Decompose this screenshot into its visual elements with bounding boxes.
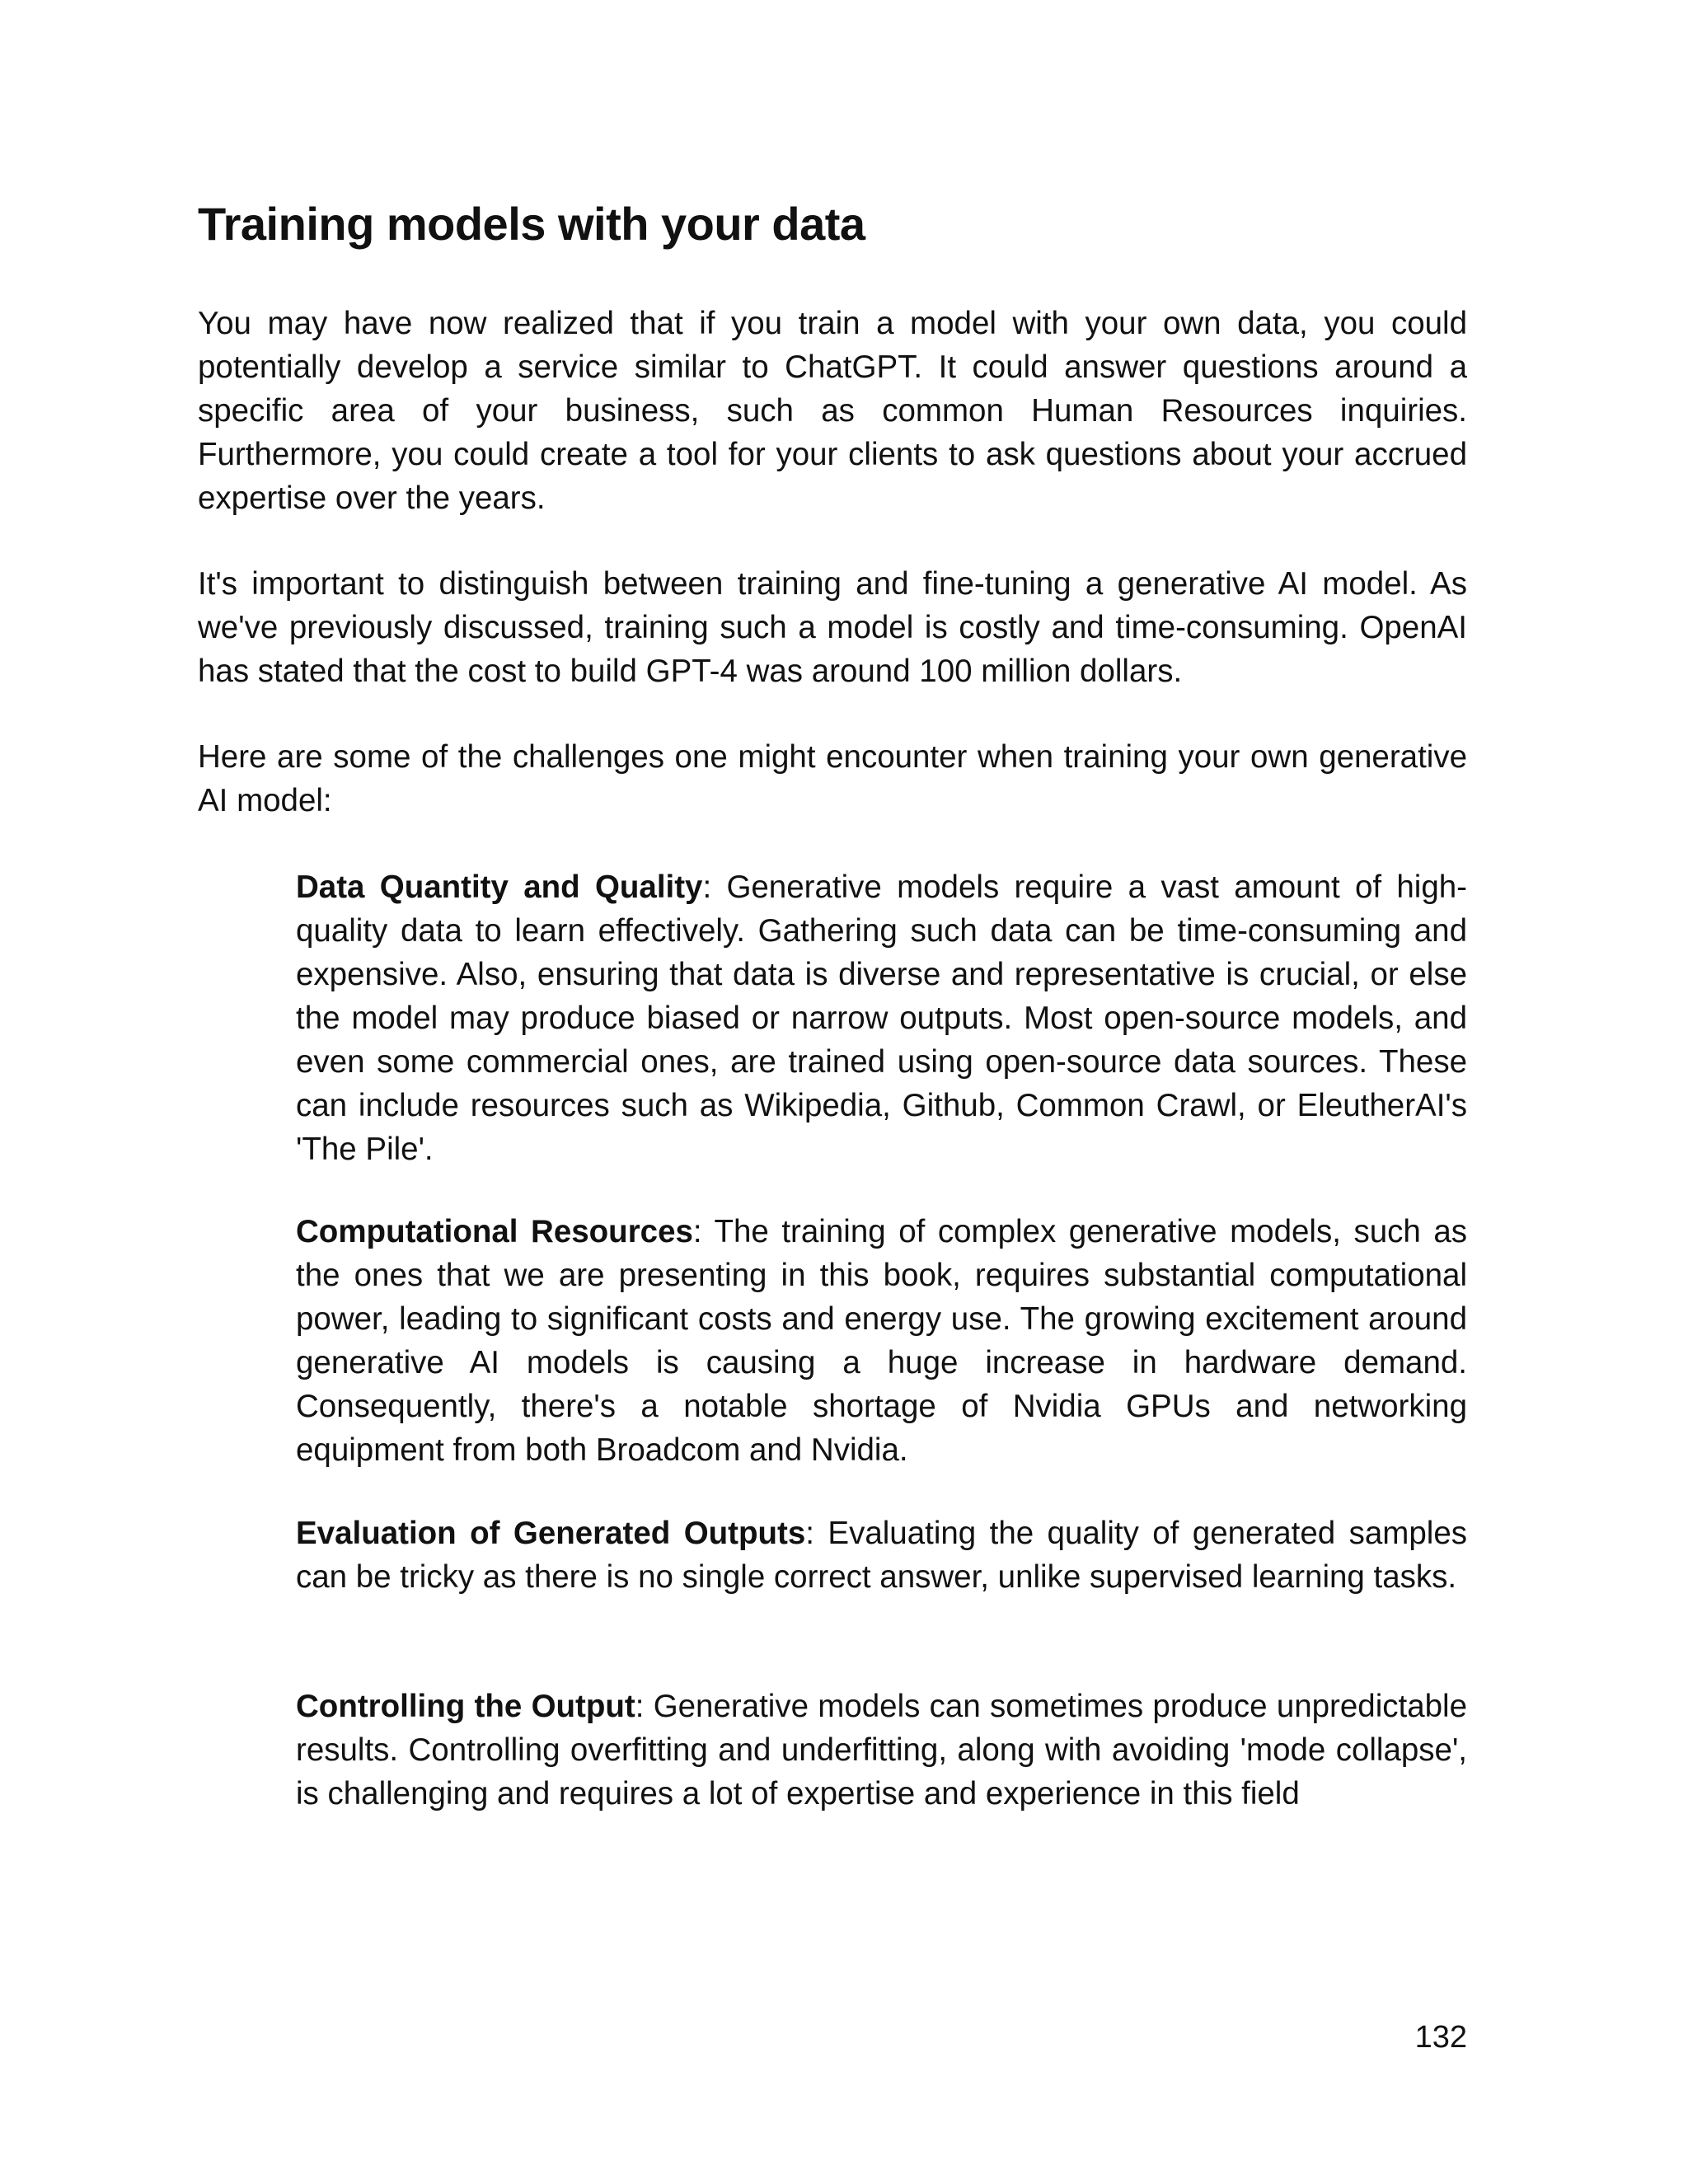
intro-paragraph: You may have now realized that if you train a model with your own data, you could potentially develop a service similar to ChatGPT. It could answer questions around a specific area of your business, such as common Human Resources inquiries. Furthermore, you could create a tool for your clients to ask questions about your accrued expertise over the years.: [198, 306, 1467, 516]
challenge-term: Data Quantity and Quality: [296, 869, 703, 905]
challenge-term: Evaluation of Generated Outputs: [296, 1516, 806, 1551]
challenge-description: : Generative models can sometimes produce unpredictable results. Controlling overfitting and underfitting, along with avoiding 'mode collapse', is challenging and requires a lot of expertise and experience in this field: [296, 1689, 1467, 1811]
challenge-computational-resources: [296, 1210, 1467, 1472]
challenge-term: Computational Resources: [296, 1214, 693, 1249]
challenge-controlling-output: [296, 1685, 1467, 1816]
challenge-description: : Evaluating the quality of generated samples can be tricky as there is no single correct answer, unlike supervised learning tasks.: [296, 1516, 1467, 1595]
challenge-description: : Generative models require a vast amount of high-quality data to learn effectively. Gathering such data can be time-consuming and expensive. Also, ensuring that data is diverse and representative is crucial, or else the model may produce biased or narrow outputs. Most open-source models, and even some commercial ones, are trained using open-source data sources. These can include resources such as Wikipedia, Github, Common Crawl, or EleutherAI's 'The Pile'.: [296, 869, 1467, 1167]
challenge-description: : The training of complex generative models, such as the ones that we are presenting in this book, requires substantial computational power, leading to significant costs and energy use. The growing excitement around generative AI models is causing a huge increase in hardware demand. Consequently, there's a notable shortage of Nvidia GPUs and networking equipment from both Broadcom and Nvidia.: [296, 1214, 1467, 1468]
page-number: 132: [1414, 2020, 1467, 2055]
page-title: Training models with your data: [198, 198, 865, 250]
challenge-term: Controlling the Output: [296, 1689, 635, 1724]
challenge-data-quantity-quality: [296, 865, 1467, 1171]
challenges-intro-paragraph: Here are some of the challenges one might encounter when training your own generative AI model:: [198, 739, 1467, 818]
challenge-evaluation-outputs: [296, 1511, 1467, 1599]
training-vs-finetuning-paragraph: It's important to distinguish between training and fine-tuning a generative AI model. As we've previously discussed, training such a model is costly and time-consuming. OpenAI has stated that the cost to build GPT-4 was around 100 million dollars.: [198, 566, 1467, 689]
